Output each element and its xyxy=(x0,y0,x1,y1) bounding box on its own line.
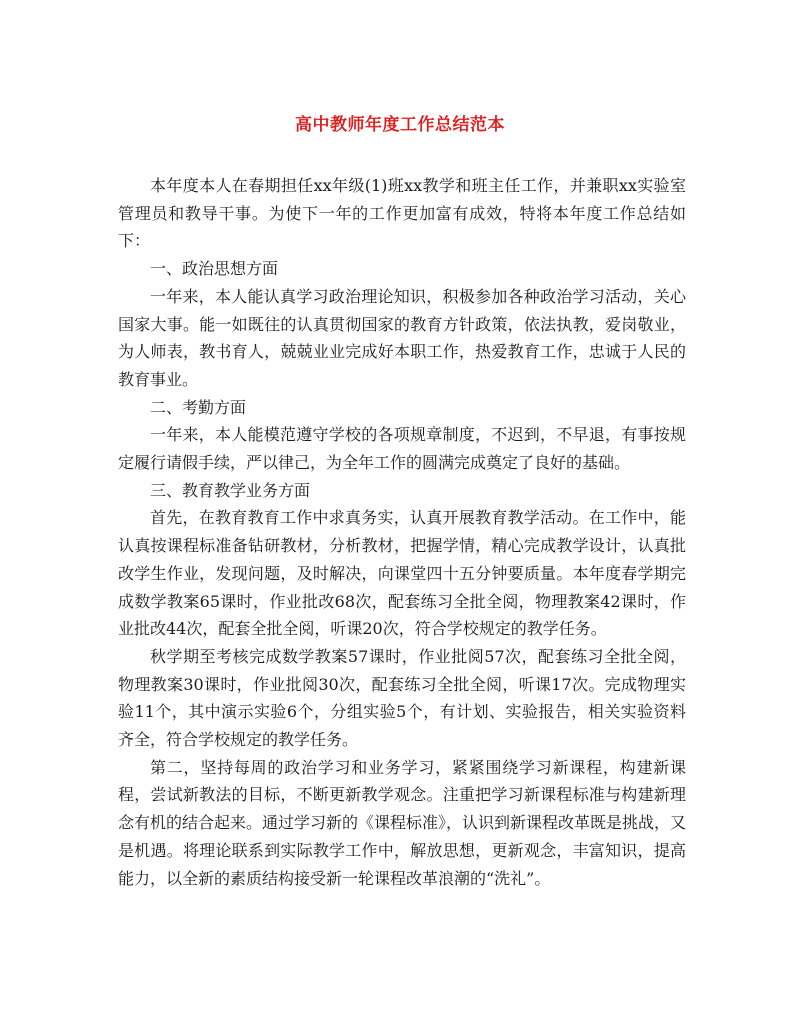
section-heading-attendance: 二、考勤方面 xyxy=(150,397,247,417)
teaching-paragraph-first: 首先，在教育教育工作中求真务实，认真开展教育教学活动。在工作中，能认真按课程标准备钻研教材，分析教材，把握学情，精心完成教学设计，认真批改学生作业，发现问题，及时解决，向课堂四十五分钟要质量。本年度春学期完成数学教案65课时，作业批改68次，配套练习全批全阅，物理教案42课时，作业批改44次，配套全批全阅，听课20次，符合学校规定的教学任务。 xyxy=(118,508,686,639)
document-body xyxy=(118,172,686,892)
document-title: 高中教师年度工作总结范本 xyxy=(295,115,505,135)
political-paragraph: 一年来，本人能认真学习政治理论知识，积极参加各种政治学习活动，关心国家大事。能一如既往的认真贯彻国家的教育方针政策，依法执教，爱岗敬业，为人师表，教书育人，兢兢业业完成好本职工作，热爱教育工作，忠诚于人民的教育事业。 xyxy=(118,286,686,389)
teaching-paragraph-autumn: 秋学期至考核完成数学教案57课时，作业批阅57次，配套练习全批全阅，物理教案30课时，作业批阅30次，配套练习全批全阅，听课17次。完成物理实验11个，其中演示实验6个，分组实验5个，有计划、实验报告，相关实验资料齐全，符合学校规定的教学任务。 xyxy=(118,646,686,750)
section-heading-teaching: 三、教育教学业务方面 xyxy=(150,480,311,500)
attendance-paragraph: 一年来，本人能模范遵守学校的各项规章制度，不迟到，不早退，有事按规定履行请假手续，严以律己，为全年工作的圆满完成奠定了良好的基础。 xyxy=(118,425,686,473)
teaching-paragraph-second: 第二，坚持每周的政治学习和业务学习，紧紧围绕学习新课程，构建新课程，尝试新教法的目标，不断更新教学观念。注重把学习新课程标准与构建新理念有机的结合起来。通过学习新的《课程标准》，认识到新课程改革既是挑战，又是机遇。将理论联系到实际教学工作中，解放思想，更新观念，丰富知识，提高能力，以全新的素质结构接受新一轮课程改革浪潮的“洗礼”。 xyxy=(118,757,687,888)
section-heading-political: 一、政治思想方面 xyxy=(150,259,279,279)
intro-paragraph: 本年度本人在春期担任xx年级(1)班xx教学和班主任工作，并兼职xx实验室管理员和教导干事。为使下一年的工作更加富有成效，特将本年度工作总结如下： xyxy=(118,176,686,251)
